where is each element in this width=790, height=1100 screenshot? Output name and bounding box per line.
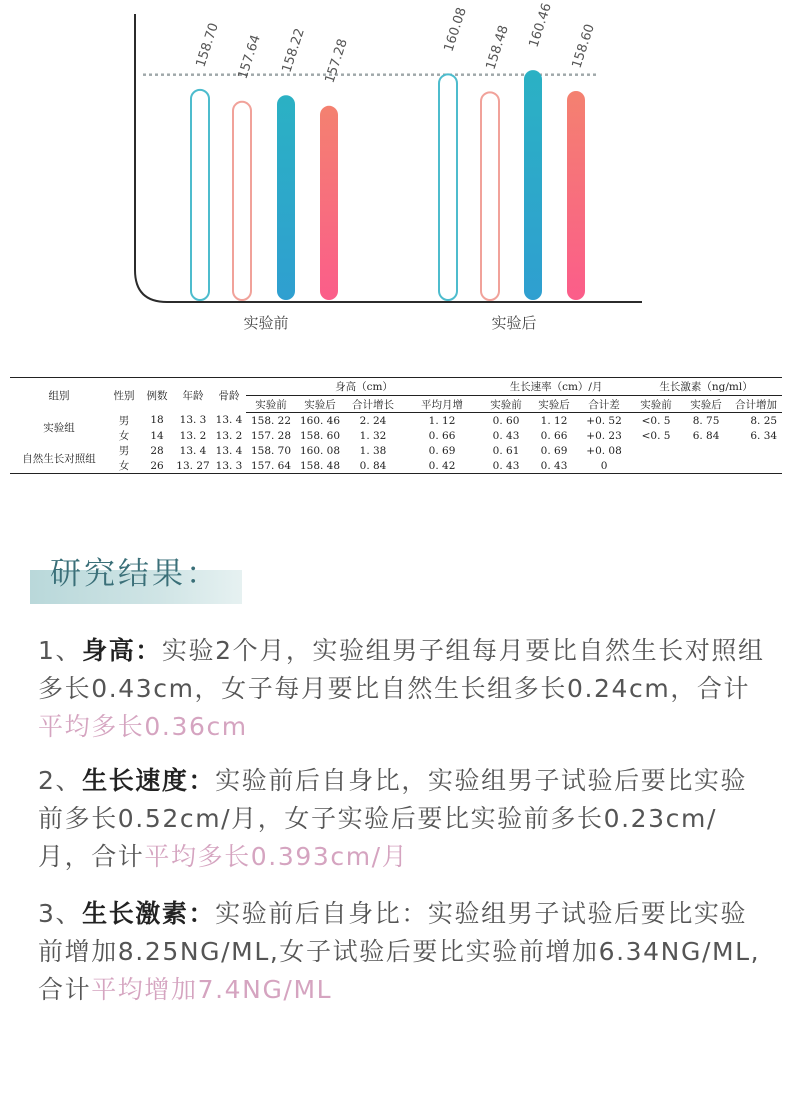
bar-1-2 [524,70,542,300]
th-age: 年龄 [182,389,204,402]
cell-bone-age: 13. 3 [215,459,243,472]
cell-age: 13. 27 [176,459,210,472]
cell-hormone-total [730,458,782,474]
cell-hormone-total: 6. 34 [750,429,778,442]
cell-age: 13. 3 [179,414,207,427]
result-prefix: 3、 [38,899,83,928]
cell-height-after: 158. 60 [299,429,341,442]
bar-0-0 [191,90,209,300]
cell-speed-diff: +0. 52 [586,414,622,427]
bar-1-1 [481,92,499,300]
cell-hormone-before: <0. 5 [641,414,671,427]
result-title: 生长速度： [82,766,216,795]
results-heading [30,548,242,604]
cell-height-after: 158. 48 [299,459,341,472]
cell-height-total: 1. 38 [359,444,387,457]
cell-hormone-before [630,458,682,474]
height-bar-chart [0,0,790,340]
result-prefix: 1、 [38,636,83,665]
bar-value-label: 158.70 [193,21,222,70]
result-item-hormone [38,895,768,1009]
th-group: 组别 [48,389,70,402]
bar-value-label: 157.64 [235,33,264,81]
bar-value-label: 157.28 [322,37,351,86]
result-highlight: 平均多长0.393cm/月 [144,842,409,871]
th-hormone-before: 实验前 [630,396,682,413]
th-height-after: 实验后 [296,396,344,413]
cell-bone-age: 13. 2 [215,429,243,442]
result-item-speed [38,762,768,876]
cell-speed-before: 0. 61 [492,444,520,457]
cell-count: 28 [150,444,164,457]
th-speed-before: 实验前 [482,396,530,413]
cell-speed-after: 0. 43 [540,459,568,472]
th-count: 例数 [146,389,168,402]
result-highlight: 平均增加7.4NG/ML [91,975,333,1004]
category-label-after: 实验后 [491,314,537,332]
result-highlight: 平均多长0.36cm [38,712,248,741]
cell-hormone-total [730,443,782,458]
cell-count: 14 [150,429,164,442]
table-row [10,413,782,429]
cell-age: 13. 4 [179,444,207,457]
bar-0-2 [277,95,295,300]
category-label-before: 实验前 [243,314,289,332]
cell-height-before: 157. 64 [250,459,292,472]
cell-height-before: 158. 70 [250,444,292,457]
th-speed-group: 生长速率（cm）/月 [482,378,630,396]
result-title: 生长激素： [82,899,216,928]
cell-hormone-after [682,458,730,474]
th-hormone-total: 合计增加 [730,396,782,413]
result-text: 实验2个月，实验组男子组每月要比自然生长对照组多长0.43cm，女子每月要比自然生长组多长0.24cm，合计 [38,636,765,703]
cell-hormone-after: 6. 84 [692,429,720,442]
cell-height-total: 1. 32 [359,429,387,442]
cell-age: 13. 2 [179,429,207,442]
th-hormone-after: 实验后 [682,396,730,413]
th-bone-age: 骨龄 [218,389,240,402]
result-title: 身高： [82,636,162,665]
cell-speed-before: 0. 60 [492,414,520,427]
cell-sex: 男 [118,445,130,457]
th-height-total: 合计增长 [344,396,402,413]
bar-1-0 [439,74,457,300]
cell-hormone-before: <0. 5 [641,429,671,442]
cell-height-before: 158. 22 [250,414,292,427]
cell-speed-after: 1. 12 [540,414,568,427]
th-height-monthly: 平均月增 [402,396,482,413]
th-height-group: 身高（cm） [246,378,482,396]
cell-bone-age: 13. 4 [215,444,243,457]
bar-0-3 [320,106,338,300]
cell-hormone-before [630,443,682,458]
cell-height-monthly: 0. 42 [428,459,456,472]
table-row [10,458,782,474]
data-table [10,377,782,474]
cell-height-monthly: 0. 69 [428,444,456,457]
cell-height-total: 2. 24 [359,414,387,427]
cell-speed-before: 0. 43 [492,429,520,442]
result-text: 实验前后自身比：实验组男子试验后要比实验前增加8.25NG/ML,女子试验后要比实验前增加6.34NG/ML,合计 [38,899,761,1004]
group-name: 实验组 [43,422,75,435]
cell-count: 26 [150,459,164,472]
results-heading-text: 研究结果： [50,556,220,592]
group-name: 自然生长对照组 [22,452,96,465]
cell-speed-after: 0. 69 [540,444,568,457]
cell-bone-age: 13. 4 [215,414,243,427]
cell-speed-after: 0. 66 [540,429,568,442]
bar-0-1 [233,102,251,300]
cell-hormone-total: 8. 25 [750,414,778,427]
cell-sex: 女 [118,430,130,442]
result-prefix: 2、 [38,766,83,795]
result-item-height [38,632,768,746]
table-row [10,443,782,458]
bar-value-label: 158.60 [569,22,598,71]
bar-value-label: 160.08 [441,5,470,54]
cell-speed-before: 0. 43 [492,459,520,472]
cell-count: 18 [150,414,164,427]
cell-height-after: 160. 46 [299,414,341,427]
cell-speed-diff: +0. 23 [586,429,622,442]
cell-sex: 女 [118,460,130,472]
th-speed-after: 实验后 [530,396,578,413]
cell-height-before: 157. 28 [250,429,292,442]
th-height-before: 实验前 [246,396,296,413]
table-row [10,428,782,443]
result-text: 实验前后自身比，实验组男子试验后要比实验前多长0.52cm/月，女子实验后要比实验前多长0.23cm/月，合计 [38,766,748,871]
cell-height-total: 0. 84 [359,459,387,472]
cell-sex: 男 [118,414,130,427]
th-speed-diff: 合计差 [578,396,630,413]
th-sex: 性别 [113,389,135,402]
cell-height-monthly: 0. 66 [428,429,456,442]
cell-height-after: 160. 08 [299,444,341,457]
bar-value-label: 158.22 [279,26,308,75]
cell-speed-diff: +0. 08 [586,444,622,457]
cell-hormone-after: 8. 75 [692,414,720,427]
th-hormone-group: 生长激素（ng/ml） [630,378,782,396]
cell-hormone-after [682,443,730,458]
bar-group [191,70,585,300]
bar-1-3 [567,91,585,300]
bar-value-label: 160.46 [526,1,555,50]
cell-height-monthly: 1. 12 [428,414,456,427]
bar-value-label: 158.48 [483,23,512,72]
cell-speed-diff: 0 [600,459,608,472]
